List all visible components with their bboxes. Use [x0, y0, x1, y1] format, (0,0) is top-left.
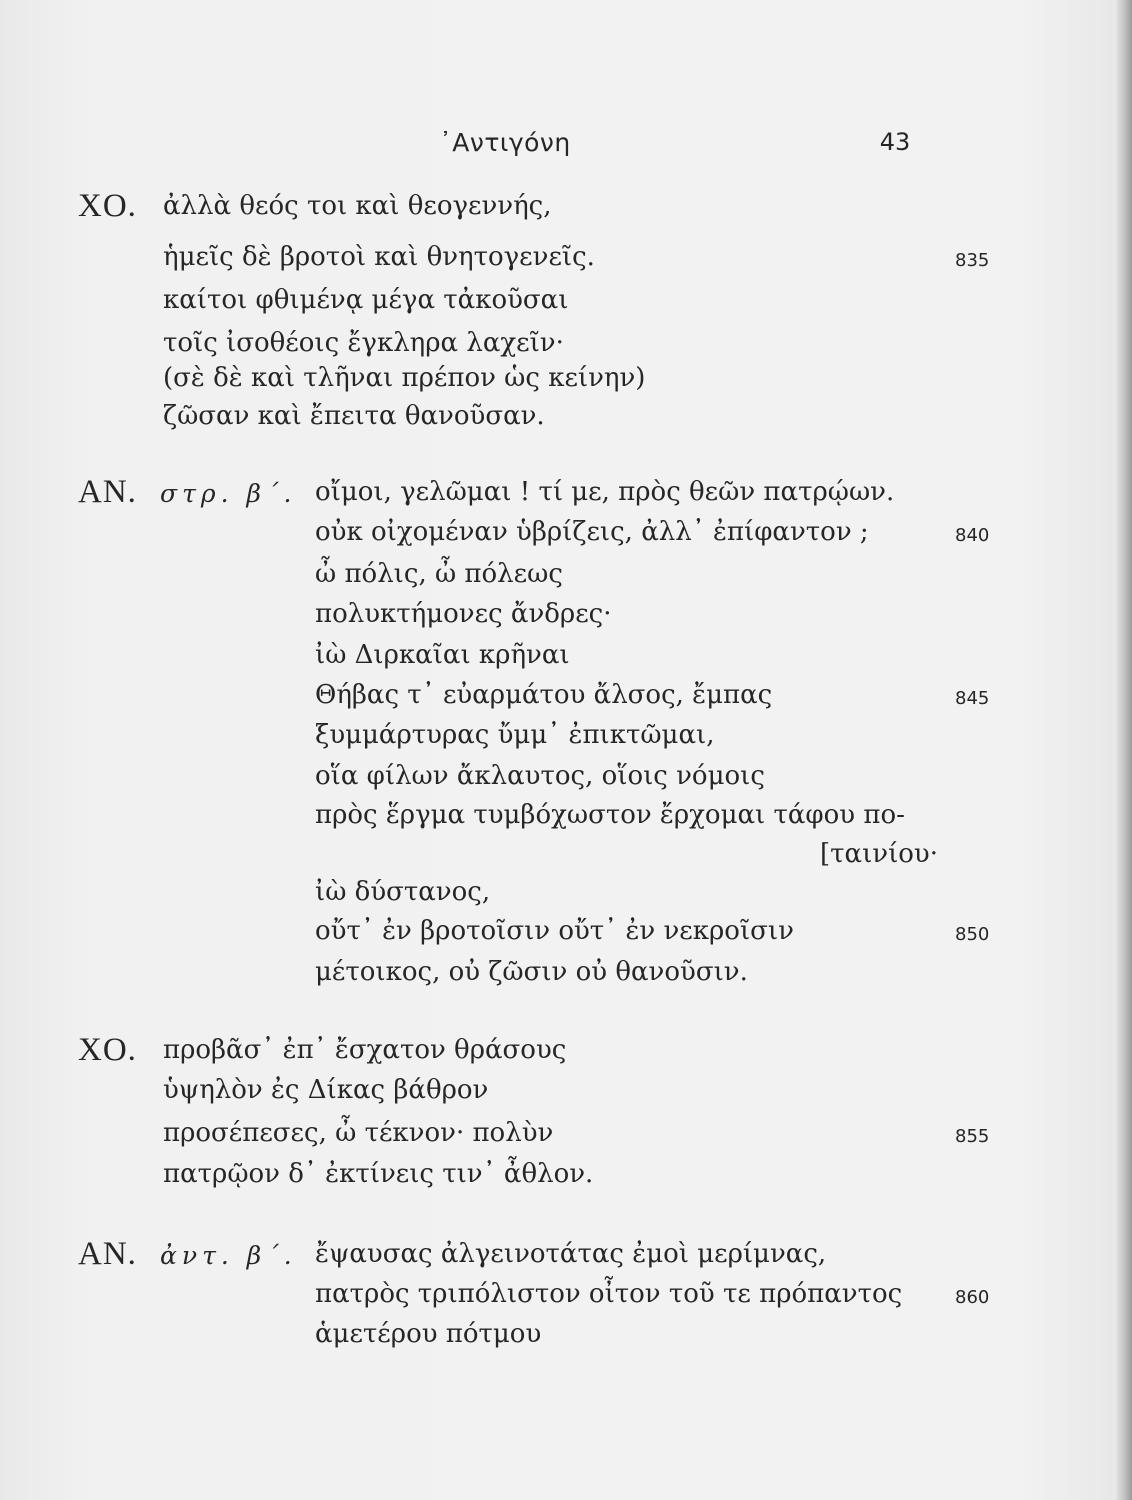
verse-text: προσέπεσες, ὦ τέκνον· πολὺν	[163, 1118, 554, 1148]
verse-line	[0, 1113, 1132, 1153]
verse-text: (σὲ δὲ καὶ τλῆναι πρέπον ὡς κείνην)	[163, 363, 646, 393]
verse-text: οὐκ οἰχομέναν ὑβρίζεις, ἀλλ᾿ ἐπίφαντον ;	[315, 517, 869, 547]
verse-line	[0, 872, 1132, 912]
verse-text: ἔψαυσας ἀλγεινοτάτας ἐμοὶ μερίμνας,	[315, 1239, 827, 1269]
verse-text: οὔτ᾿ ἐν βροτοῖσιν οὔτ᾿ ἐν νεκροῖσιν	[315, 916, 794, 946]
verse-line	[0, 795, 1132, 835]
verse-line	[0, 512, 1132, 552]
verse-line	[0, 396, 1132, 436]
verse-line	[0, 675, 1132, 715]
verse-text: ἀλλὰ θεός τοι καὶ θεογεννής,	[163, 191, 552, 221]
verse-text: πρὸς ἕργμα τυμβόχωστον ἔρχομαι τάφου πο-	[315, 800, 905, 830]
verse-text: τοῖς ἰσοθέοις ἔγκληρα λαχεῖν·	[163, 328, 564, 358]
verse-line	[0, 1234, 1132, 1274]
line-number: 835	[955, 250, 990, 271]
verse-line	[0, 280, 1132, 320]
verse-line	[0, 1314, 1132, 1354]
verse-line	[0, 323, 1132, 363]
verse-text: οἴμοι, γελῶμαι ! τί με, πρὸς θεῶν πατρῴων.	[315, 477, 895, 507]
verse-text: ξυμμάρτυρας ὔμμ᾿ ἐπικτῶμαι,	[315, 720, 715, 750]
page-number: 43	[879, 128, 911, 156]
verse-text: μέτοικος, οὐ ζῶσιν οὐ θανοῦσιν.	[315, 957, 748, 987]
verse-line	[0, 594, 1132, 634]
line-number: 855	[955, 1126, 990, 1147]
strophe-label: στρ. β΄.	[160, 479, 297, 508]
verse-text: ἡμεῖς δὲ βροτοὶ καὶ θνητογενεῖς.	[163, 242, 595, 272]
verse-text: Θήβας τ᾿ εὐαρμάτου ἄλσος, ἔμπας	[315, 680, 773, 710]
verse-line	[0, 1154, 1132, 1194]
verse-line	[0, 186, 1132, 226]
verse-text: ὑψηλὸν ἐς Δίκας βάθρον	[163, 1075, 489, 1105]
line-number: 845	[955, 688, 990, 709]
speaker-label: ΧΟ.	[78, 188, 137, 224]
verse-line	[0, 358, 1132, 398]
verse-line	[0, 1274, 1132, 1314]
speaker-label: ΧΟ.	[78, 1032, 137, 1068]
verse-text: ἰὼ δύστανος,	[315, 877, 491, 907]
verse-text: ὦ πόλις, ὦ πόλεως	[315, 559, 563, 589]
verse-line	[0, 1030, 1132, 1070]
verse-line	[0, 756, 1132, 796]
verse-text: ἰὼ Διρκαῖαι κρῆναι	[315, 640, 570, 670]
verse-line	[0, 554, 1132, 594]
verse-line	[0, 715, 1132, 755]
verse-text: καίτοι φθιμένᾳ μέγα τἀκοῦσαι	[163, 285, 569, 315]
verse-text: πατρῷον δ᾿ ἐκτίνεις τιν᾿ ἆθλον.	[163, 1159, 594, 1189]
verse-line	[0, 1070, 1132, 1110]
line-number: 860	[955, 1287, 990, 1308]
verse-line	[0, 472, 1132, 512]
verse-line	[0, 635, 1132, 675]
verse-text: προβᾶσ᾿ ἐπ᾿ ἔσχατον θράσους	[163, 1035, 567, 1065]
verse-text: οἵα φίλων ἄκλαυτος, οἵοις νόμοις	[315, 761, 765, 791]
antistrophe-label: ἀντ. β΄.	[160, 1241, 297, 1270]
verse-text: ἁμετέρου πότμου	[315, 1319, 542, 1349]
speaker-label: ΑΝ.	[78, 1236, 137, 1272]
verse-text: ζῶσαν καὶ ἔπειτα θανοῦσαν.	[163, 401, 545, 431]
verse-continuation: [ταινίου·	[820, 839, 939, 869]
line-number: 850	[955, 924, 990, 945]
verse-line	[0, 911, 1132, 951]
verse-text: πολυκτήμονες ἄνδρες·	[315, 599, 612, 629]
line-number: 840	[955, 525, 990, 546]
verse-line	[0, 952, 1132, 992]
verse-text: πατρὸς τριπόλιστον οἶτον τοῦ τε πρόπαντος	[315, 1279, 903, 1309]
speaker-label: ΑΝ.	[78, 474, 137, 510]
verse-line	[0, 834, 1132, 874]
running-title: ᾿Αντιγόνη	[439, 128, 571, 157]
verse-line	[0, 237, 1132, 277]
